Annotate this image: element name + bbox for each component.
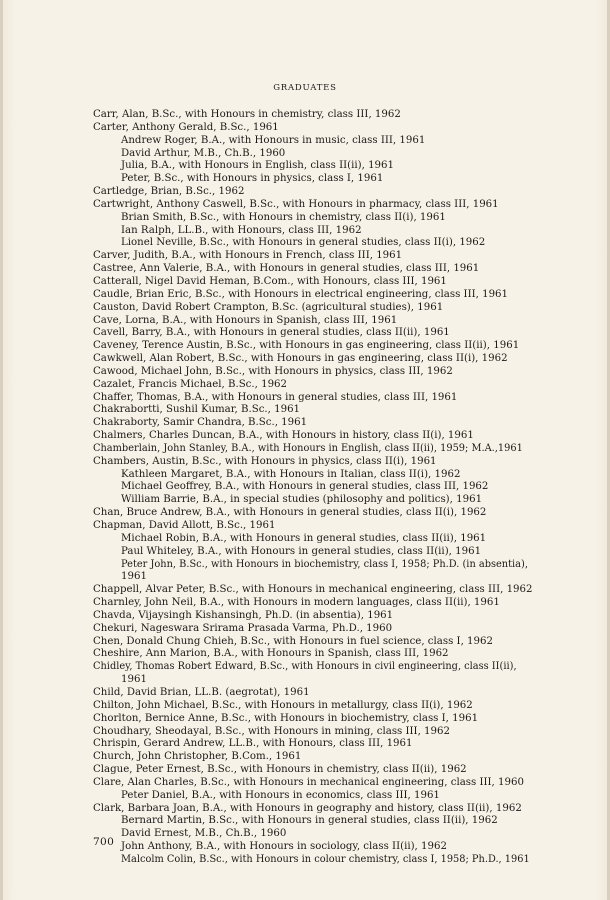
graduate-entry: Chen, Donald Chung Chieh, B.Sc., with Honours in fuel science, class I, 1962: [93, 635, 493, 647]
graduate-entry: Cheshire, Ann Marion, B.A., with Honours in Spanish, class III, 1962: [93, 648, 449, 660]
graduate-entry: Caveney, Terence Austin, B.Sc., with Honours in gas engineering, class II(ii), 1961: [93, 340, 520, 352]
graduate-sub-entry: David Ernest, M.B., Ch.B., 1960: [121, 828, 287, 840]
graduate-sub-entry: Peter Daniel, B.A., with Honours in economics, class III, 1961: [121, 789, 440, 801]
graduate-entry: Clare, Alan Charles, B.Sc., with Honours in mechanical engineering, class III, 1960: [93, 776, 524, 788]
graduate-entry: Chidley, Thomas Robert Edward, B.Sc., with Honours in civil engineering, class II(ii),: [93, 661, 517, 673]
graduate-entry-continuation: 1961: [121, 674, 147, 686]
page-left-edge: [0, 0, 3, 900]
graduate-entry: Clark, Barbara Joan, B.A., with Honours in geography and history, class II(ii), 1962: [93, 802, 522, 814]
graduate-entry: Cawkwell, Alan Robert, B.Sc., with Honours in gas engineering, class II(i), 1962: [93, 353, 508, 365]
graduate-entry: Carter, Anthony Gerald, B.Sc., 1961: [93, 121, 279, 133]
graduate-entry: Chamberlain, John Stanley, B.A., with Honours in English, class II(ii), 1959; M.A.,1961: [93, 442, 523, 454]
graduate-entry: Cavell, Barry, B.A., with Honours in general studies, class II(ii), 1961: [93, 327, 450, 339]
graduate-sub-entry: David Arthur, M.B., Ch.B., 1960: [121, 147, 286, 159]
graduate-sub-entry: Julia, B.A., with Honours in English, class II(ii), 1961: [121, 160, 394, 172]
graduate-entry: Catterall, Nigel David Heman, B.Com., with Honours, class III, 1961: [93, 275, 447, 287]
graduate-entry: Choudhary, Sheodayal, B.Sc., with Honours in mining, class III, 1962: [93, 725, 450, 737]
graduate-entry: Causton, David Robert Crampton, B.Sc. (agricultural studies), 1961: [93, 301, 444, 313]
graduate-entry: Chan, Bruce Andrew, B.A., with Honours in general studies, class II(i), 1962: [93, 507, 487, 519]
graduate-sub-entry: Kathleen Margaret, B.A., with Honours in Italian, class II(i), 1962: [121, 468, 461, 480]
graduate-entry: Chapman, David Allott, B.Sc., 1961: [93, 520, 276, 531]
graduate-entry: Church, John Christopher, B.Com., 1961: [93, 751, 302, 763]
graduate-entry: Clague, Peter Ernest, B.Sc., with Honours in chemistry, class II(ii), 1962: [93, 764, 467, 776]
graduate-sub-entry: Ian Ralph, LL.B., with Honours, class III, 1962: [121, 224, 362, 236]
graduate-entry: Chambers, Austin, B.Sc., with Honours in physics, class II(i), 1961: [93, 455, 437, 467]
graduate-sub-entry: William Barrie, B.A., in special studies (philosophy and politics), 1961: [121, 494, 483, 506]
graduate-entry: Chaffer, Thomas, B.A., with Honours in general studies, class III, 1961: [93, 391, 458, 403]
graduate-entry: Chilton, John Michael, B.Sc., with Honours in metallurgy, class II(i), 1962: [93, 699, 473, 711]
graduate-entry: Chakraborty, Samir Chandra, B.Sc., 1961: [93, 417, 308, 429]
graduate-entry: Cartledge, Brian, B.Sc., 1962: [93, 186, 245, 198]
graduate-sub-entry: Andrew Roger, B.A., with Honours in music, class III, 1961: [121, 134, 426, 146]
graduate-entry: Chappell, Alvar Peter, B.Sc., with Honours in mechanical engineering, class III, 1962: [93, 584, 533, 596]
graduate-entry: Charnley, John Neil, B.A., with Honours in modern languages, class II(ii), 1961: [93, 597, 500, 609]
graduate-sub-entry: Malcolm Colin, B.Sc., with Honours in colour chemistry, class I, 1958; Ph.D., 1961: [121, 853, 530, 865]
graduate-entry: Cartwright, Anthony Caswell, B.Sc., with Honours in pharmacy, class III, 1961: [93, 198, 499, 210]
graduate-entry: Chekuri, Nageswara Srirama Prasada Varma, Ph.D., 1960: [93, 622, 393, 634]
graduate-entry: Chrispin, Gerard Andrew, LL.B., with Honours, class III, 1961: [93, 738, 413, 750]
graduate-sub-entry: Peter John, B.Sc., with Honours in biochemistry, class I, 1958; Ph.D. (in absentia),: [121, 558, 528, 570]
graduate-sub-entry: Paul Whiteley, B.A., with Honours in general studies, class II(ii), 1961: [121, 545, 482, 557]
graduate-sub-entry: John Anthony, B.A., with Honours in sociology, class II(ii), 1962: [121, 841, 447, 853]
graduate-entry: Carver, Judith, B.A., with Honours in French, class III, 1961: [93, 250, 403, 262]
graduate-entry: Caudle, Brian Eric, B.Sc., with Honours in electrical engineering, class III, 1961: [93, 288, 509, 300]
graduate-entry: Cazalet, Francis Michael, B.Sc., 1962: [93, 378, 288, 390]
graduate-entry-continuation: 1961: [121, 571, 147, 583]
graduate-entry: Chalmers, Charles Duncan, B.A., with Honours in history, class II(i), 1961: [93, 430, 474, 442]
graduate-entry: Chakrabortti, Sushil Kumar, B.Sc., 1961: [93, 404, 301, 416]
graduate-sub-entry: Peter, B.Sc., with Honours in physics, class I, 1961: [121, 173, 384, 185]
graduate-entry: Cave, Lorna, B.A., with Honours in Spanish, class III, 1961: [93, 314, 398, 326]
graduate-sub-entry: Brian Smith, B.Sc., with Honours in chemistry, class II(i), 1961: [121, 211, 446, 223]
graduate-list: [93, 109, 561, 867]
page-header: GRADUATES: [273, 83, 337, 93]
graduate-sub-entry: Michael Geoffrey, B.A., with Honours in general studies, class III, 1962: [121, 481, 489, 493]
page-number: 700: [93, 836, 115, 848]
graduate-entry: Castree, Ann Valerie, B.A., with Honours in general studies, class III, 1961: [93, 263, 480, 275]
graduate-entry: Child, David Brian, LL.B. (aegrotat), 1961: [93, 686, 310, 698]
graduate-sub-entry: Lionel Neville, B.Sc., with Honours in general studies, class II(i), 1962: [121, 237, 486, 249]
graduate-entry: Chavda, Vijaysingh Kishansingh, Ph.D. (in absentia), 1961: [93, 609, 394, 621]
graduate-sub-entry: Bernard Martin, B.Sc., with Honours in general studies, class II(ii), 1962: [121, 815, 498, 827]
graduate-entry: Cawood, Michael John, B.Sc., with Honours in physics, class III, 1962: [93, 365, 453, 377]
graduate-entry: Carr, Alan, B.Sc., with Honours in chemistry, class III, 1962: [93, 109, 401, 120]
graduate-sub-entry: Michael Robin, B.A., with Honours in general studies, class II(ii), 1961: [121, 532, 487, 544]
graduate-entry: Chorlton, Bernice Anne, B.Sc., with Honours in biochemistry, class I, 1961: [93, 712, 479, 724]
